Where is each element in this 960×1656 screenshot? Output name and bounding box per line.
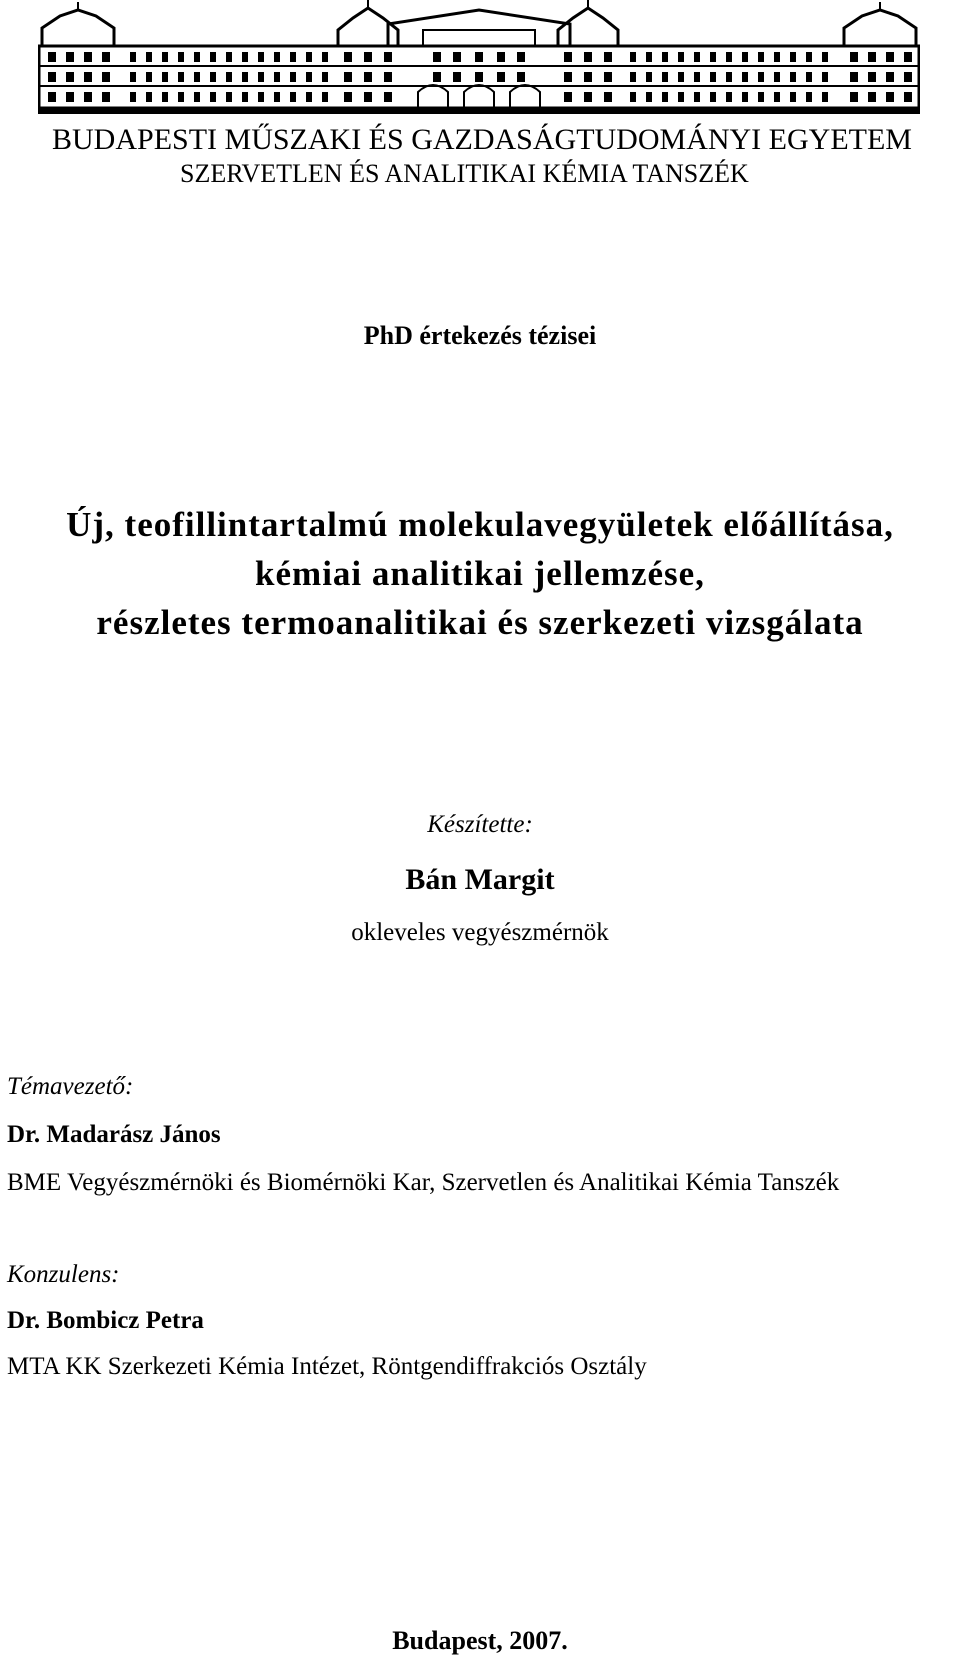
university-building-logo [38,0,920,114]
author-degree: okleveles vegyészmérnök [351,919,609,946]
supervisor-label: Témavezető: [7,1073,134,1100]
supervisor-affiliation: BME Vegyészmérnöki és Biomérnöki Kar, Szervetlen és Analitikai Kémia Tanszék [7,1169,840,1196]
supervisor-name: Dr. Madarász János [7,1121,221,1148]
thesis-title [0,500,960,647]
author-name: Bán Margit [405,863,555,896]
thesis-title-line: Új, teofillintartalmú molekulavegyületek előállítása, [66,505,894,544]
author-label: Készítette: [427,811,533,838]
university-name: BUDAPESTI MŰSZAKI ÉS GAZDASÁGTUDOMÁNYI EGYETEM [52,123,912,156]
thesis-title-line: részletes termoanalitikai és szerkezeti vizsgálata [96,603,864,642]
place-and-date: Budapest, 2007. [392,1626,568,1655]
consultant-label: Konzulens: [7,1261,120,1288]
document-type: PhD értekezés tézisei [363,321,597,350]
consultant-name: Dr. Bombicz Petra [7,1307,204,1334]
department-name: SZERVETLEN ÉS ANALITIKAI KÉMIA TANSZÉK [180,159,749,188]
consultant-affiliation: MTA KK Szerkezeti Kémia Intézet, Röntgendiffrakciós Osztály [7,1353,647,1380]
thesis-title-line: kémiai analitikai jellemzése, [255,554,705,593]
